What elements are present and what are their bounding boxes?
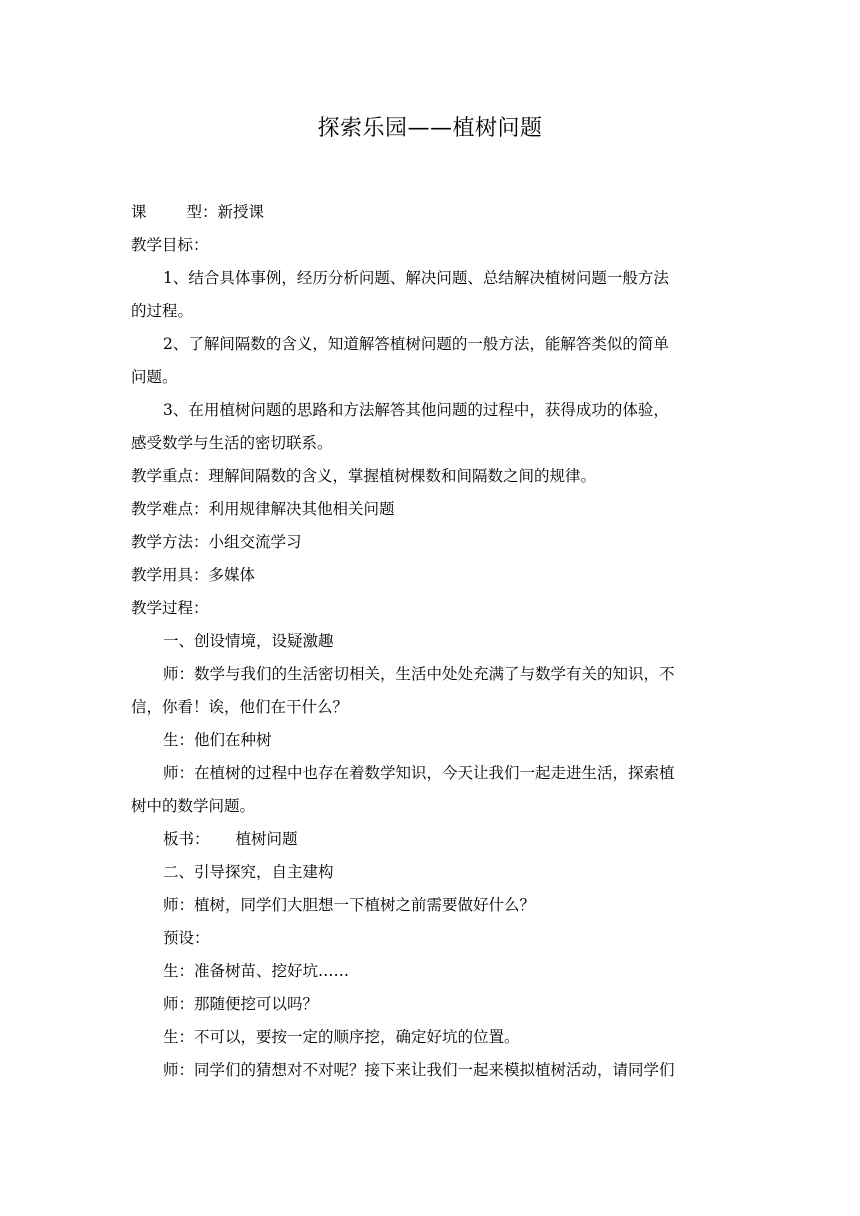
key-point: 教学重点：理解间隔数的含义，掌握植树棵数和间隔数之间的规律。 bbox=[131, 467, 597, 485]
objective-2-line2: 问题。 bbox=[131, 368, 178, 386]
document-body bbox=[131, 196, 733, 1087]
teacher-line-3: 师：植树，同学们大胆想一下植树之前需要做好什么？ bbox=[163, 896, 536, 914]
section-1-heading: 一、创设情境，设疑激趣 bbox=[163, 632, 334, 650]
board-value: 植树问题 bbox=[235, 830, 298, 848]
objective-1-line2: 的过程。 bbox=[131, 302, 194, 320]
course-type-label-b: 型： bbox=[186, 203, 218, 221]
student-line-1: 生：他们在种树 bbox=[163, 731, 272, 749]
teaching-tools: 教学用具：多媒体 bbox=[131, 566, 256, 584]
course-type-value: 新授课 bbox=[217, 203, 265, 221]
objective-3-line1: 3、在用植树问题的思路和方法解答其他问题的过程中，获得成功的体验， bbox=[163, 401, 669, 419]
difficulty: 教学难点：利用规律解决其他相关问题 bbox=[131, 500, 395, 518]
student-line-2: 生：准备树苗、挖好坑…… bbox=[163, 962, 350, 980]
objectives-heading: 教学目标： bbox=[131, 236, 209, 254]
objective-2-line1: 2、了解间隔数的含义，知道解答植树问题的一般方法，能解答类似的简单 bbox=[163, 335, 669, 353]
teacher-line-1a: 师：数学与我们的生活密切相关，生活中处处充满了与数学有关的知识，不 bbox=[163, 665, 675, 683]
teaching-method: 教学方法：小组交流学习 bbox=[131, 533, 302, 551]
teacher-line-2b: 树中的数学问题。 bbox=[131, 797, 256, 815]
board-label: 板书： bbox=[163, 830, 210, 848]
course-type-label-a: 课 bbox=[131, 203, 147, 221]
course-type-line bbox=[131, 196, 733, 229]
document-title: 探索乐园——植树问题 bbox=[317, 116, 543, 141]
teacher-line-4: 师：那随便挖可以吗？ bbox=[163, 995, 319, 1013]
teacher-line-1b: 信，你看！诶，他们在干什么？ bbox=[131, 698, 349, 716]
teacher-line-2a: 师：在植树的过程中也存在着数学知识，今天让我们一起走进生活，探索植 bbox=[163, 764, 675, 782]
board-line bbox=[131, 823, 733, 856]
objective-3-line2: 感受数学与生活的密切联系。 bbox=[131, 434, 333, 452]
teacher-line-5: 师：同学们的猜想对不对呢？接下来让我们一起来模拟植树活动，请同学们 bbox=[163, 1061, 675, 1079]
section-2-heading: 二、引导探究，自主建构 bbox=[163, 863, 334, 881]
preset-label: 预设： bbox=[163, 929, 210, 947]
process-heading: 教学过程： bbox=[131, 599, 209, 617]
objective-1-line1: 1、结合具体事例，经历分析问题、解决问题、总结解决植树问题一般方法 bbox=[163, 269, 669, 287]
student-line-3: 生：不可以，要按一定的顺序挖，确定好坑的位置。 bbox=[163, 1028, 520, 1046]
